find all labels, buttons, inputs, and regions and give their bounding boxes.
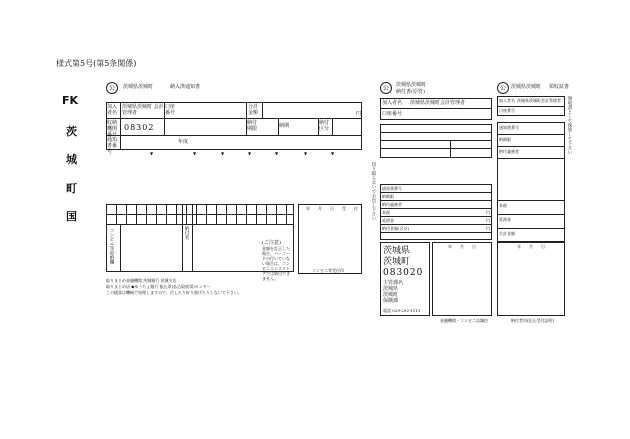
stub-row-4: 本税: [499, 203, 507, 208]
slip-footer: 金融機関・コンビニ店舗控: [440, 318, 488, 323]
date-accept: 受: [342, 206, 346, 211]
slip-title: 納付書(原符): [396, 89, 425, 95]
slip-row-2: 納期限: [382, 194, 394, 199]
slip-row-1: 通知書番号: [382, 186, 402, 191]
stub-row-1: 通知書番号: [499, 125, 519, 130]
payer-label: 加入者名: [107, 104, 118, 116]
stub-footer: 納付者用(払込受付証明): [511, 318, 555, 323]
footer-line-3: この帳票は機械で処理しますので、汚したり折り曲げたりしないで下さい。: [106, 290, 242, 295]
stub-vertical-note: 領収書として保管して下さい: [567, 96, 572, 155]
footer-line-2: 取りまとめ店 ◆ゆうちょ銀行 振込票(払込取扱票)センター: [106, 284, 211, 289]
stub-account-label: 口座番号: [499, 108, 515, 113]
issuer: 茨城県茨城町: [396, 82, 427, 88]
slip-yen-3: 円: [486, 226, 490, 231]
recipient-line-1: 茨城県: [383, 246, 411, 256]
slip-yen-1: 円: [486, 210, 490, 215]
stub-payer-value: 茨城県茨城町会計管理者: [517, 98, 561, 103]
slip-date-year: 年: [448, 244, 452, 249]
recipient-sub-1: 主管課名: [383, 280, 404, 286]
slip-row-6: 納付金額(合計): [382, 226, 410, 231]
slip-yen-2: 円: [486, 218, 490, 223]
notice-number-label: 通知書番号: [107, 137, 118, 155]
slip-payer-label: 加入者名: [382, 100, 403, 106]
side-char-1: 茨: [66, 125, 77, 138]
seal-icon: 公: [497, 82, 509, 94]
account-label: 口座番号: [165, 104, 176, 116]
convenience-label: コンビニ等収納欄: [109, 228, 114, 264]
recipient-line-2: 茨城町: [383, 257, 411, 267]
recipient-sub-3: 茨城町: [383, 292, 399, 298]
notes-body: 金額を訂正した場合、バーコードの付いていない場合は、コンビニエンスストアでは納付できません。: [262, 246, 291, 281]
side-char-4: 国: [66, 210, 77, 223]
stub-payer-label: 加入者名: [499, 98, 515, 103]
stub-title: 領収証書: [549, 84, 570, 90]
recipient-sub-2: 茨城県: [383, 286, 399, 292]
payer-value: 茨城県茨城町 会計管理者: [122, 104, 164, 116]
footer-line-1: 取りまとめ金融機関 茨城銀行 茨城支店: [106, 278, 177, 283]
institution-number: 08302: [124, 123, 155, 132]
deadline-label: 納付期限: [247, 120, 258, 132]
seal-icon: 公: [380, 82, 392, 94]
side-code: FK: [62, 94, 79, 107]
year-label: 年度: [178, 139, 189, 145]
side-char-3: 町: [66, 182, 77, 195]
slip-date-day: 日: [472, 244, 476, 249]
slip-vertical-note: 切り取らないでお出し下さい: [371, 162, 376, 221]
date-day: 日: [330, 206, 334, 211]
slip-payer-value: 茨城県茨城町会計管理者: [410, 100, 466, 106]
seal-icon: 公: [106, 82, 118, 94]
slip-row-5: 延滞金: [382, 218, 394, 223]
receipt-stub: [497, 82, 577, 322]
stub-date-month: 月: [529, 244, 533, 249]
stub-date-day: 日: [541, 244, 545, 249]
institution-label: 収納機関番号: [107, 120, 118, 138]
notice-title: 納入済通知書: [170, 84, 201, 90]
issuer: 茨城県茨城町: [123, 84, 154, 90]
side-char-2: 城: [66, 153, 77, 166]
stamp-label: コンビニ等受付印: [312, 268, 344, 273]
date-receipt: 付: [354, 206, 358, 211]
recipient-sub-4: 保険課: [383, 298, 399, 304]
yen-unit: 円: [356, 111, 362, 117]
slip-account-label: 口座番号: [382, 111, 403, 117]
recipient-code: 083020: [383, 268, 424, 278]
slip-date-month: 月: [460, 244, 464, 249]
class-label: 納付区分: [319, 120, 330, 132]
date-year: 年: [306, 206, 310, 211]
stub-stamp-box: [497, 242, 565, 316]
payment-slip: [370, 82, 492, 322]
notes-head: (ご注意): [262, 240, 281, 246]
recipient-phone: 電話 029-292-1111: [383, 308, 421, 313]
payment-notice: 公 茨城県茨城町 納入済通知書 加入者名 茨城県茨城町 会計管理者 口座番号 合計金額 円 収納機関番号 08302 納付期限 納期 納付区分 通知書番号 年度 ▼ ▼ ▼ ▼ ▼ ▼ ▼ コンビニ等収納欄 納付者 (ご注意) 金額を訂正した場合、バーコードの付いていない場合は、コンビニエンスストアでは納付できません。 年 月 日 受 付 コンビニ等受付印 取りまとめ金融機関 茨城銀行 茨城支店 取りまとめ店 ◆ゆうちょ銀行 振込票(払込取扱票)センター この帳票は機械で処理しますので、汚したり折り曲げたりしないで下さい。: [106, 84, 362, 295]
stamp-box: [298, 204, 362, 274]
slip-row-3: 納付義務者: [382, 202, 402, 207]
stub-row-2: 納期限: [499, 137, 511, 142]
stamp-date-header: [306, 206, 358, 211]
stub-row-3: 納付義務者: [499, 149, 519, 154]
payer-label-v: 納付者: [184, 226, 189, 240]
amount-label: 合計金額: [248, 104, 259, 116]
slip-row-4: 本税: [382, 210, 390, 215]
issuer: 茨城県茨城町: [511, 84, 542, 90]
slip-stamp-box: [432, 242, 492, 316]
date-month: 月: [318, 206, 322, 211]
due-label: 納期: [279, 123, 290, 129]
stub-row-6: 合計金額: [499, 231, 515, 236]
stub-date-year: 年: [517, 244, 521, 249]
stub-row-5: 延滞金: [499, 217, 511, 222]
form-number: 様式第5号(第5条関係): [56, 59, 137, 68]
